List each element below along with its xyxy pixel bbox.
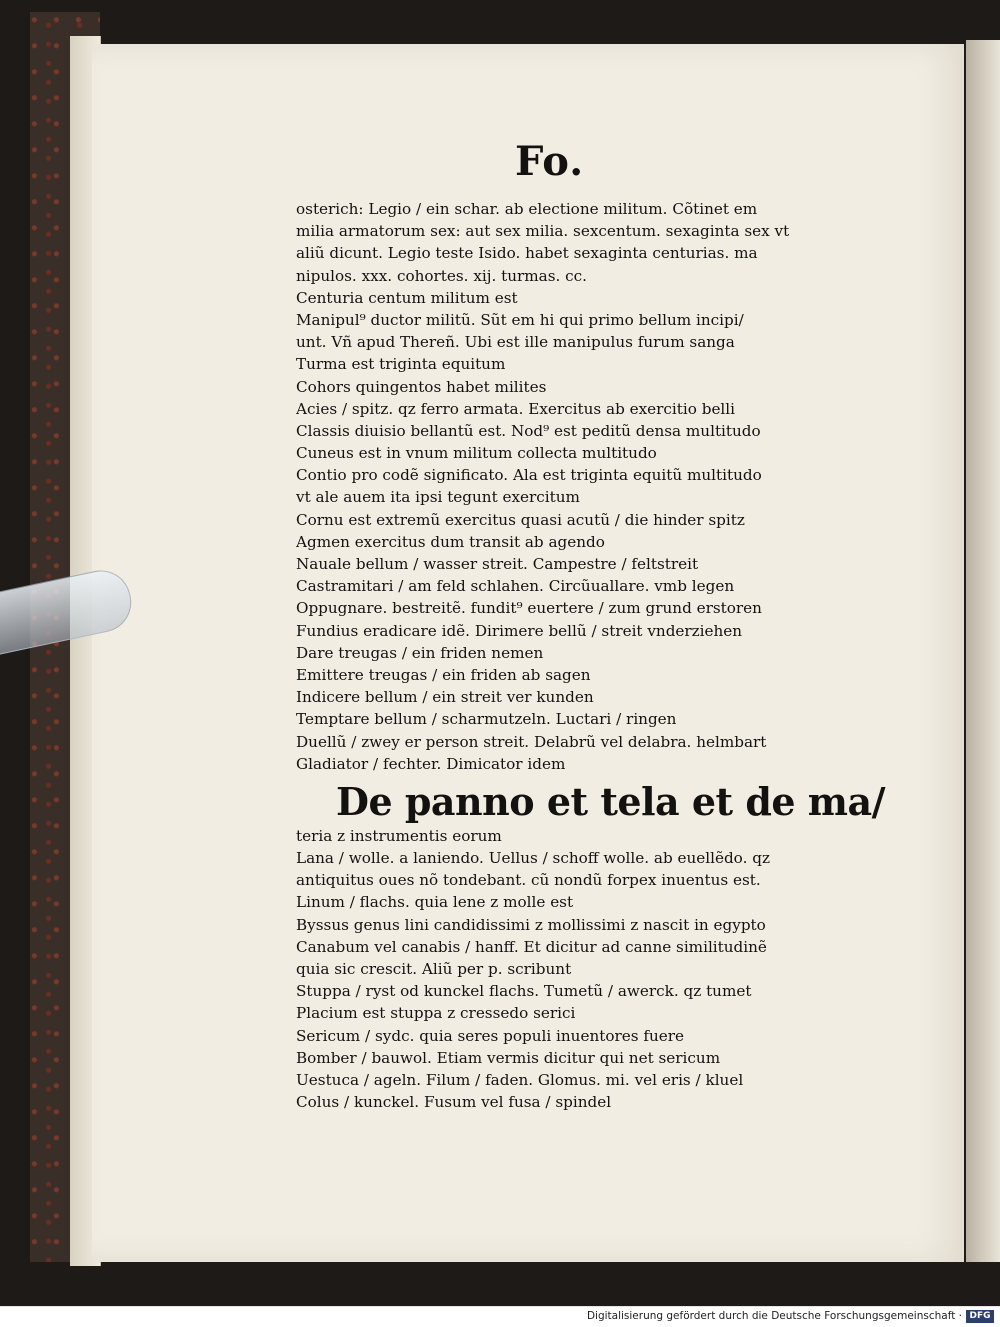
dfg-logo-icon: DFG — [966, 1310, 994, 1323]
text-line: Indicere bellum / ein streit ver kunden — [296, 688, 594, 707]
text-line: Uestuca / ageln. Filum / faden. Glomus. mi. vel eris / kluel — [296, 1070, 744, 1089]
text-line: Duellũ / zwey er person streit. Delabrũ vel delabra. helmbart — [296, 732, 767, 751]
text-line: milia armatorum sex: aut sex milia. sexcentum. sexaginta sex vt — [296, 222, 790, 241]
text-line: Oppugnare. bestreitẽ. fundit⁹ euertere / zum grund erstoren — [296, 599, 762, 618]
text-line: Gladiator / fechter. Dimicator idem — [296, 754, 566, 773]
text-line: Cohors quingentos habet milites — [296, 377, 547, 396]
text-line: teria z instrumentis eorum — [296, 826, 502, 845]
text-line: Turma est triginta equitum — [296, 355, 506, 374]
text-line: Sericum / sydc. quia seres populi inuentores fuere — [296, 1026, 684, 1045]
text-line: Centuria centum militum est — [296, 288, 518, 307]
text-line: Byssus genus lini candidissimi z mollissimi z nascit in egypto — [296, 915, 766, 934]
text-line: unt. Vñ apud Thereñ. Ubi est ille manipulus furum sanga — [296, 333, 735, 352]
text-line: Colus / kunckel. Fusum vel fusa / spindel — [296, 1093, 612, 1112]
text-line: Placium est stuppa z cressedo serici — [296, 1004, 576, 1023]
text-line: Classis diuisio bellantũ est. Nod⁹ est peditũ densa multitudo — [296, 421, 761, 440]
text-line: Lana / wolle. a laniendo. Uellus / schoff wolle. ab euellẽdo. qz — [296, 849, 770, 868]
text-line: Fundius eradicare idẽ. Dirimere bellũ / streit vnderziehen — [296, 621, 743, 640]
text-line: quia sic crescit. Aliũ per p. scribunt — [296, 960, 572, 978]
text-line: Emittere treugas / ein friden ab sagen — [296, 665, 591, 684]
section-title: De panno et tela et de ma/ — [336, 778, 886, 824]
text-line: Agmen exercitus dum transit ab agendo — [296, 532, 605, 551]
footer-credit: Digitalisierung gefördert durch die Deutsche Forschungsgemeinschaft · — [586, 1310, 962, 1322]
page-text-block — [296, 198, 886, 1113]
text-line: Contio pro codẽ significato. Ala est triginta equitũ multitudo — [296, 466, 762, 485]
text-lines-before-title — [296, 198, 861, 775]
text-line: Cuneus est in vnum militum collecta multitudo — [296, 444, 657, 463]
text-line: Bomber / bauwol. Etiam vermis dicitur qui net sericum — [296, 1048, 721, 1067]
text-line: Canabum vel canabis / hanff. Et dicitur ad canne similitudinẽ — [296, 937, 767, 956]
text-line: Manipul⁹ ductor militũ. Sũt em hi qui primo bellum incipi/ — [296, 310, 744, 329]
text-line: Dare treugas / ein friden nemen — [296, 643, 544, 662]
text-line: Cornu est extremũ exercitus quasi acutũ / die hinder spitz — [296, 510, 745, 529]
text-line: Acies / spitz. qz ferro armata. Exercitus ab exercitio belli — [296, 399, 736, 418]
text-line: Stuppa / ryst od kunckel flachs. Tumetũ / awerck. qz tumet — [296, 982, 752, 1001]
text-lines-after-title — [296, 825, 861, 1113]
text-line: antiquitus oues nõ tondebant. cũ nondũ forpex inuentus est. — [296, 871, 761, 890]
text-line: Temptare bellum / scharmutzeln. Luctari / ringen — [296, 710, 677, 729]
text-line: Nauale bellum / wasser streit. Campestre / feltstreit — [296, 555, 699, 573]
text-line: Linum / flachs. quia lene z molle est — [296, 893, 574, 912]
text-line: nipulos. xxx. cohortes. xij. turmas. cc. — [296, 266, 587, 285]
text-line: aliũ dicunt. Legio teste Isido. habet sexaginta centurias. ma — [296, 244, 758, 263]
text-line: vt ale auem ita ipsi tegunt exercitum — [296, 488, 580, 507]
footer-bar — [0, 1306, 1000, 1327]
facing-page-edge — [966, 40, 1000, 1262]
page-heading: Fo. — [515, 138, 585, 185]
text-line: Castramitari / am feld schlahen. Circũuallare. vmb legen — [296, 577, 735, 596]
text-line: osterich: Legio / ein schar. ab electione militum. Cõtinet em — [296, 200, 758, 218]
